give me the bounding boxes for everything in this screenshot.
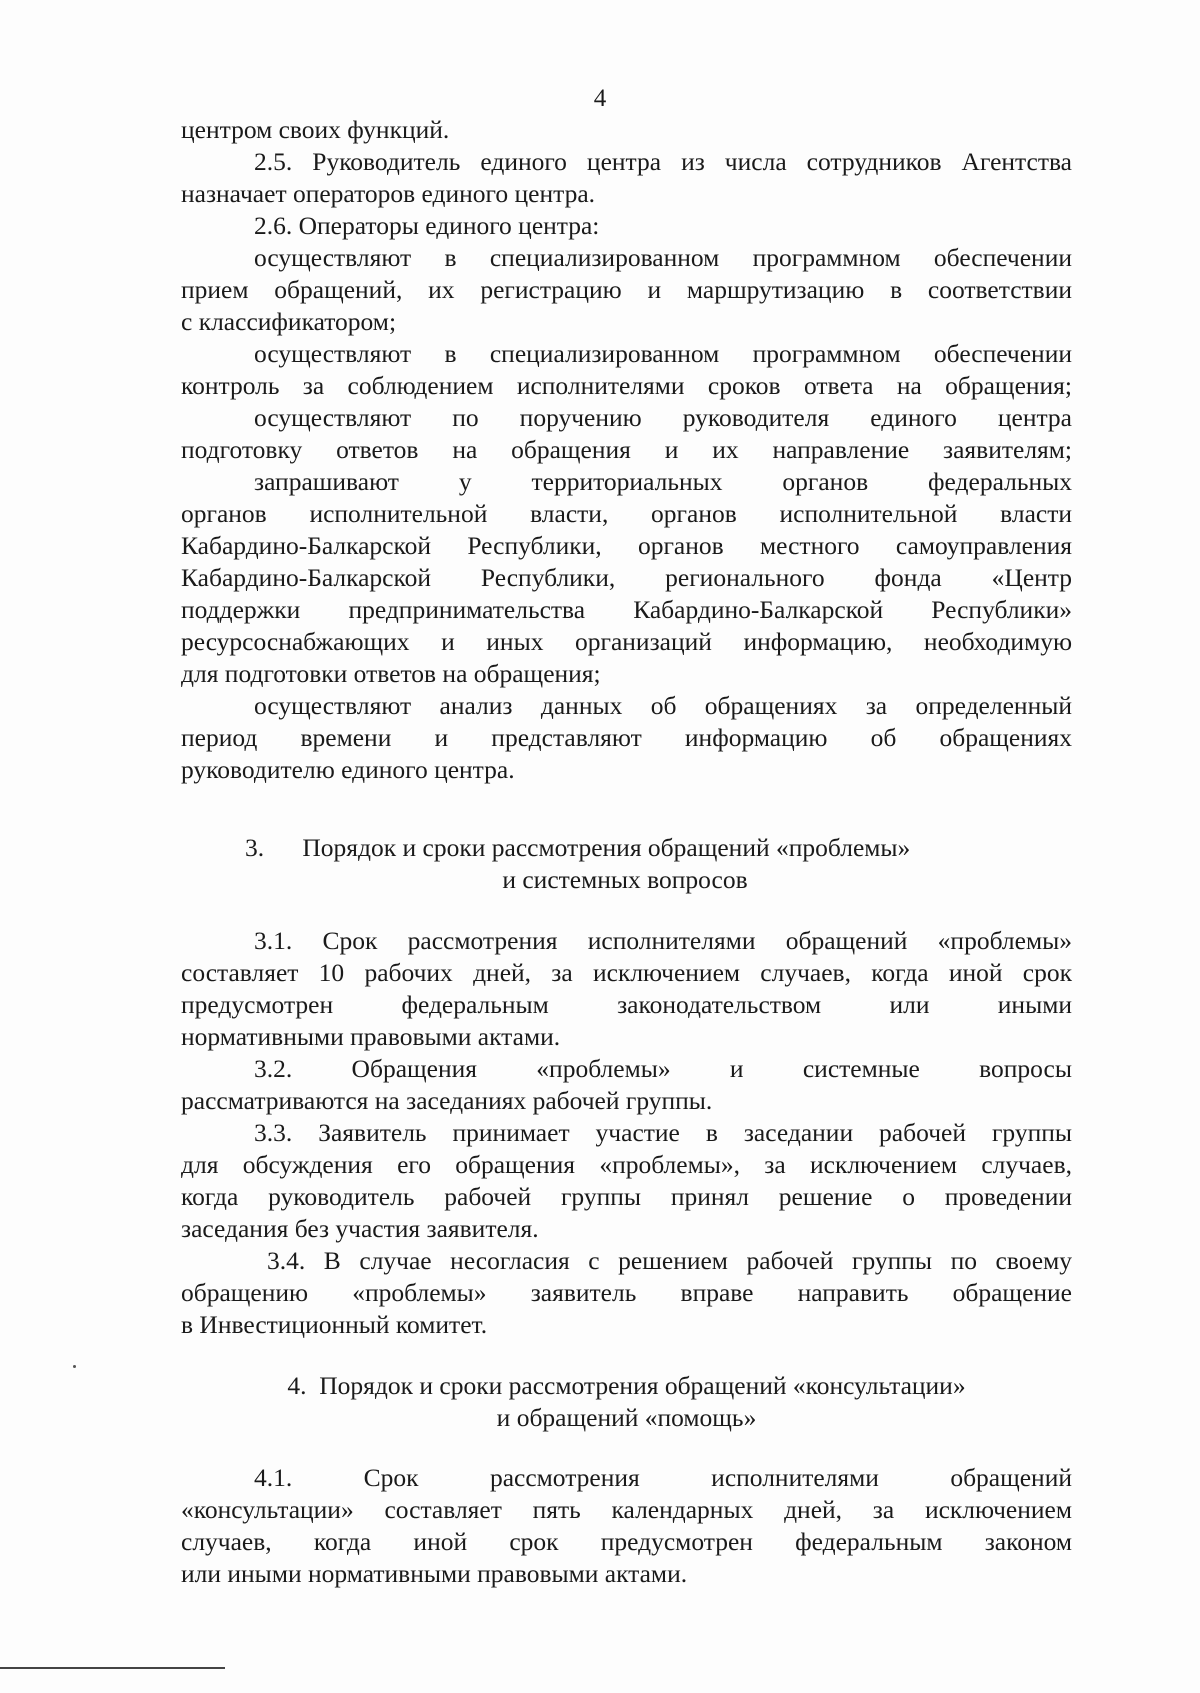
text-line: Кабардино-Балкарской Республики, органов местного самоуправления <box>181 531 1072 560</box>
text-line: органов исполнительной власти, органов исполнительной власти <box>181 499 1072 528</box>
text-line: поддержки предпринимательства Кабардино-Балкарской Республики» <box>181 595 1072 624</box>
text-line: прием обращений, их регистрацию и маршрутизацию в соответствии <box>181 275 1072 304</box>
text-line: заседания без участия заявителя. <box>181 1214 539 1243</box>
section-3-heading <box>245 832 1005 896</box>
paragraph-2-6: 2.6. Операторы единого центра: <box>254 211 600 240</box>
text-line: обращению «проблемы» заявитель вправе направить обращение <box>181 1278 1072 1307</box>
text-line: для обсуждения его обращения «проблемы», за исключением случаев, <box>181 1150 1072 1179</box>
text-line: осуществляют по поручению руководителя единого центра <box>254 403 1072 432</box>
text-line: назначает операторов единого центра. <box>181 179 596 208</box>
paragraph-2-5: 2.5. Руководитель единого центра из числа сотрудников Агентства <box>254 147 1072 176</box>
text-line: контроль за соблюдением исполнителями сроков ответа на обращения; <box>181 371 1072 400</box>
text-line: для подготовки ответов на обращения; <box>181 659 601 688</box>
text-line: «консультации» составляет пять календарных дней, за исключением <box>181 1495 1072 1524</box>
section-2-continuation <box>181 114 1072 786</box>
text-line: осуществляют анализ данных об обращениях за определенный <box>254 691 1072 720</box>
text-line: с классификатором; <box>181 307 397 336</box>
text-line: когда руководитель рабочей группы принял решение о проведении <box>181 1182 1072 1211</box>
text-line: случаев, когда иной срок предусмотрен федеральным законом <box>181 1527 1072 1556</box>
text-line: ресурсоснабжающих и иных организаций информацию, необходимую <box>181 627 1072 656</box>
section-3-body <box>181 925 1072 1341</box>
text-line: руководителю единого центра. <box>181 755 515 784</box>
text-line: осуществляют в специализированном программном обеспечении <box>254 243 1072 272</box>
paragraph-3-1: 3.1. Срок рассмотрения исполнителями обращений «проблемы» <box>254 926 1072 955</box>
section-4-heading <box>181 1370 1072 1434</box>
text-line: или иными нормативными правовыми актами. <box>181 1559 688 1588</box>
scan-speck <box>73 1365 76 1368</box>
text-line: запрашивают у территориальных органов федеральных <box>254 467 1072 496</box>
text-line: нормативными правовыми актами. <box>181 1022 561 1051</box>
paragraph-3-4: 3.4. В случае несогласия с решением рабочей группы по своему <box>267 1246 1072 1275</box>
section-3-heading-line2: и системных вопросов <box>502 865 748 894</box>
text-line: Кабардино-Балкарской Республики, регионального фонда «Центр <box>181 563 1072 592</box>
section-3-heading-line1: 3. Порядок и сроки рассмотрения обращений «проблемы» <box>245 833 911 862</box>
page-number: 4 <box>593 85 607 112</box>
paragraph-3-2: 3.2. Обращения «проблемы» и системные вопросы <box>254 1054 1072 1083</box>
section-4-body <box>181 1462 1072 1590</box>
text-line: центром своих функций. <box>181 115 450 144</box>
text-line: в Инвестиционный комитет. <box>181 1310 488 1339</box>
text-line: рассматриваются на заседаниях рабочей группы. <box>181 1086 713 1115</box>
text-line: осуществляют в специализированном программном обеспечении <box>254 339 1072 368</box>
text-line: составляет 10 рабочих дней, за исключением случаев, когда иной срок <box>181 958 1072 987</box>
section-4-heading-line2: и обращений «помощь» <box>496 1403 757 1432</box>
section-4-heading-line1: 4. Порядок и сроки рассмотрения обращений «консультации» <box>287 1371 966 1400</box>
text-line: подготовку ответов на обращения и их направление заявителям; <box>181 435 1072 464</box>
bottom-edge-line <box>0 1667 225 1669</box>
text-line: период времени и представляют информацию об обращениях <box>181 723 1072 752</box>
paragraph-4-1: 4.1. Срок рассмотрения исполнителями обращений <box>254 1463 1072 1492</box>
text-line: предусмотрен федеральным законодательством или иными <box>181 990 1072 1019</box>
paragraph-3-3: 3.3. Заявитель принимает участие в заседании рабочей группы <box>254 1118 1072 1147</box>
